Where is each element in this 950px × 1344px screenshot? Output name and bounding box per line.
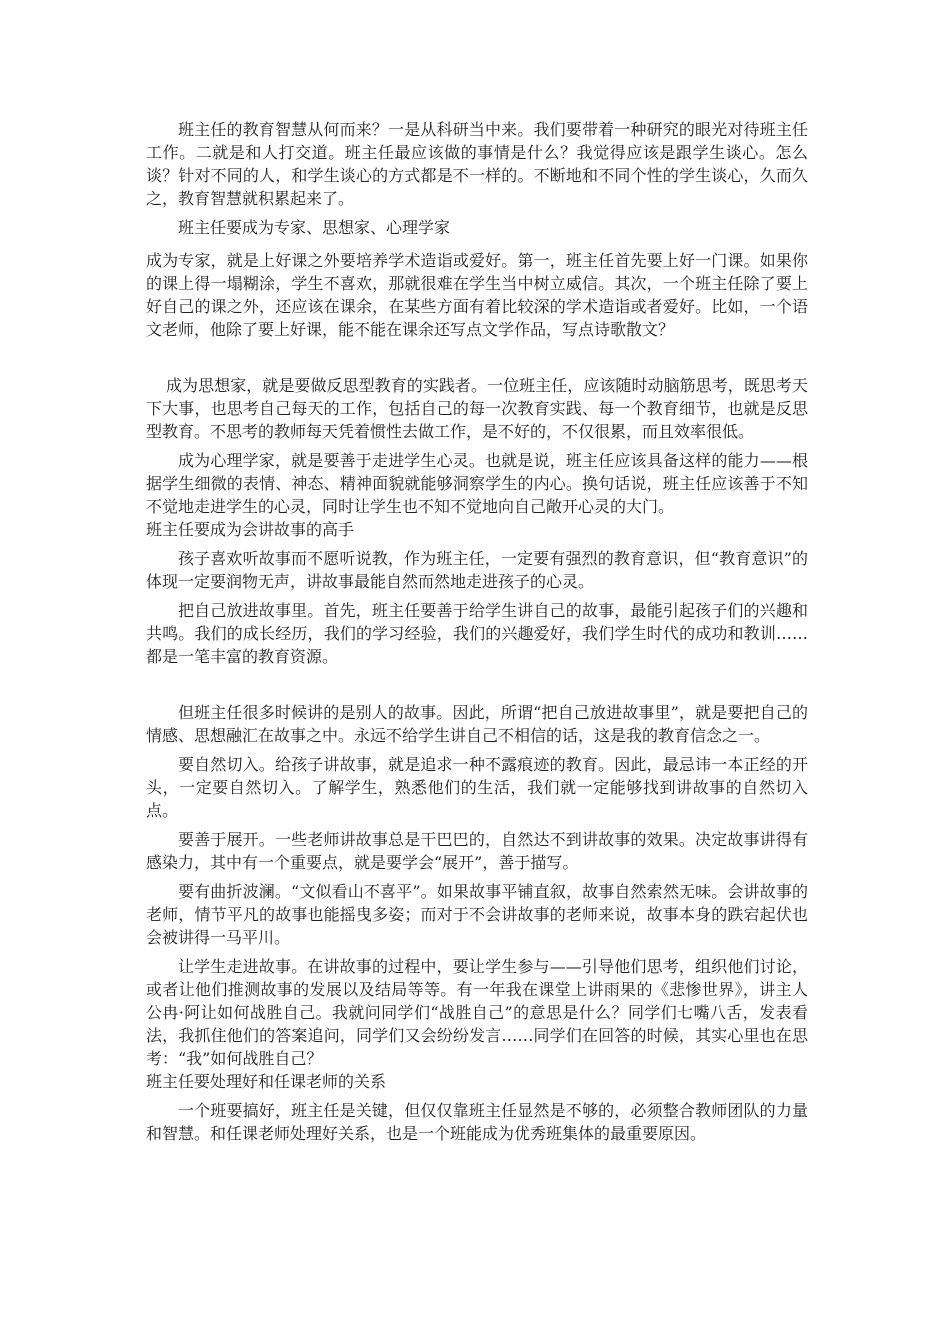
paragraph-natural-entry: 要自然切入。给孩子讲故事，就是追求一种不露痕迹的教育。因此，最忌讳一本正经的开头，一定要自然切入。了解学生，熟悉他们的生活，我们就一定能够找到讲故事的自然切入点。 xyxy=(146,755,808,820)
paragraph-become-psychologist: 成为心理学家，就是要善于走进学生心灵。也就是说，班主任应该具备这样的能力——根据学生细微的表情、神态、精神面貌就能够洞察学生的内心。换句话说，班主任应该善于不知不觉地走进学生的心灵，同时让学生也不知不觉地向自己敞开心灵的大门。 xyxy=(146,451,808,516)
document-body xyxy=(146,118,808,1145)
section-heading-teacher-relations: 班主任要处理好和任课老师的关系 xyxy=(146,1072,387,1091)
section-heading-expert: 班主任要成为专家、思想家、心理学家 xyxy=(178,218,451,237)
section-heading-storytelling: 班主任要成为会讲故事的高手 xyxy=(146,520,355,539)
paragraph-teacher-team: 一个班要搞好，班主任是关键，但仅仅靠班主任显然是不够的，必须整合教师团队的力量和智慧。和任课老师处理好关系，也是一个班能成为优秀班集体的最重要原因。 xyxy=(146,1101,808,1143)
paragraph-become-expert: 成为专家，就是上好课之外要培养学术造诣或爱好。第一，班主任首先要上好一门课。如果你的课上得一塌糊涂，学生不喜欢，那就很难在学生当中树立威信。其次，一个班主任除了要上好自己的课之外，还应该在课余，在某些方面有着比较深的学术造诣或者爱好。比如，一个语文老师，他除了要上好课，能不能在课余还写点文学作品，写点诗歌散文？ xyxy=(146,251,808,339)
paragraph-students-enter-story: 让学生走进故事。在讲故事的过程中，要让学生参与——引导他们思考，组织他们讨论，或者让他们推测故事的发展以及结局等等。有一年我在课堂上讲雨果的《悲惨世界》，讲主人公冉·阿让如何战胜自己。我就问同学们“战胜自己”的意思是什么？同学们七嘴八舌，发表看法，我抓住他们的答案追问，同学们又会纷纷发言……同学们在回答的时候，其实心里也在思考：“我”如何战胜自己？ xyxy=(146,957,808,1068)
paragraph-education-wisdom: 班主任的教育智慧从何而来？一是从科研当中来。我们要带着一种研究的眼光对待班主任工作。二就是和人打交道。班主任最应该做的事情是什么？我觉得应该是跟学生谈心。怎么谈？针对不同的人，和学生谈心的方式都是不一样的。不断地和不同个性的学生谈心，久而久之，教育智慧就积累起来了。 xyxy=(146,120,808,208)
paragraph-put-self-in-story: 把自己放进故事里。首先，班主任要善于给学生讲自己的故事，最能引起孩子们的兴趣和共鸣。我们的成长经历，我们的学习经验，我们的兴趣爱好，我们学生时代的成功和教训……都是一笔丰富的教育资源。 xyxy=(146,601,808,666)
paragraph-unfold-story: 要善于展开。一些老师讲故事总是干巴巴的，自然达不到讲故事的效果。决定故事讲得有感染力，其中有一个重要点，就是要学会“展开”，善于描写。 xyxy=(146,830,808,872)
paragraph-twists-and-turns: 要有曲折波澜。“文似看山不喜平”。如果故事平铺直叙，故事自然索然无味。会讲故事的老师，情节平凡的故事也能摇曳多姿；而对于不会讲故事的老师来说，故事本身的跌宕起伏也会被讲得一马平川。 xyxy=(146,882,808,947)
paragraph-become-thinker: 成为思想家，就是要做反思型教育的实践者。一位班主任，应该随时动脑筋思考，既思考天下大事，也思考自己每天的工作，包括自己的每一次教育实践、每一个教育细节，也就是反思型教育。不思考的教师每天凭着惯性去做工作，是不好的，不仅很累，而且效率很低。 xyxy=(146,376,808,441)
paragraph-children-like-stories: 孩子喜欢听故事而不愿听说教，作为班主任，一定要有强烈的教育意识，但“教育意识”的体现一定要润物无声，讲故事最能自然而然地走进孩子的心灵。 xyxy=(146,549,808,591)
paragraph-others-stories: 但班主任很多时候讲的是别人的故事。因此，所谓“把自己放进故事里”，就是要把自己的情感、思想融汇在故事之中。永远不给学生讲自己不相信的话，这是我的教育信念之一。 xyxy=(146,703,808,745)
